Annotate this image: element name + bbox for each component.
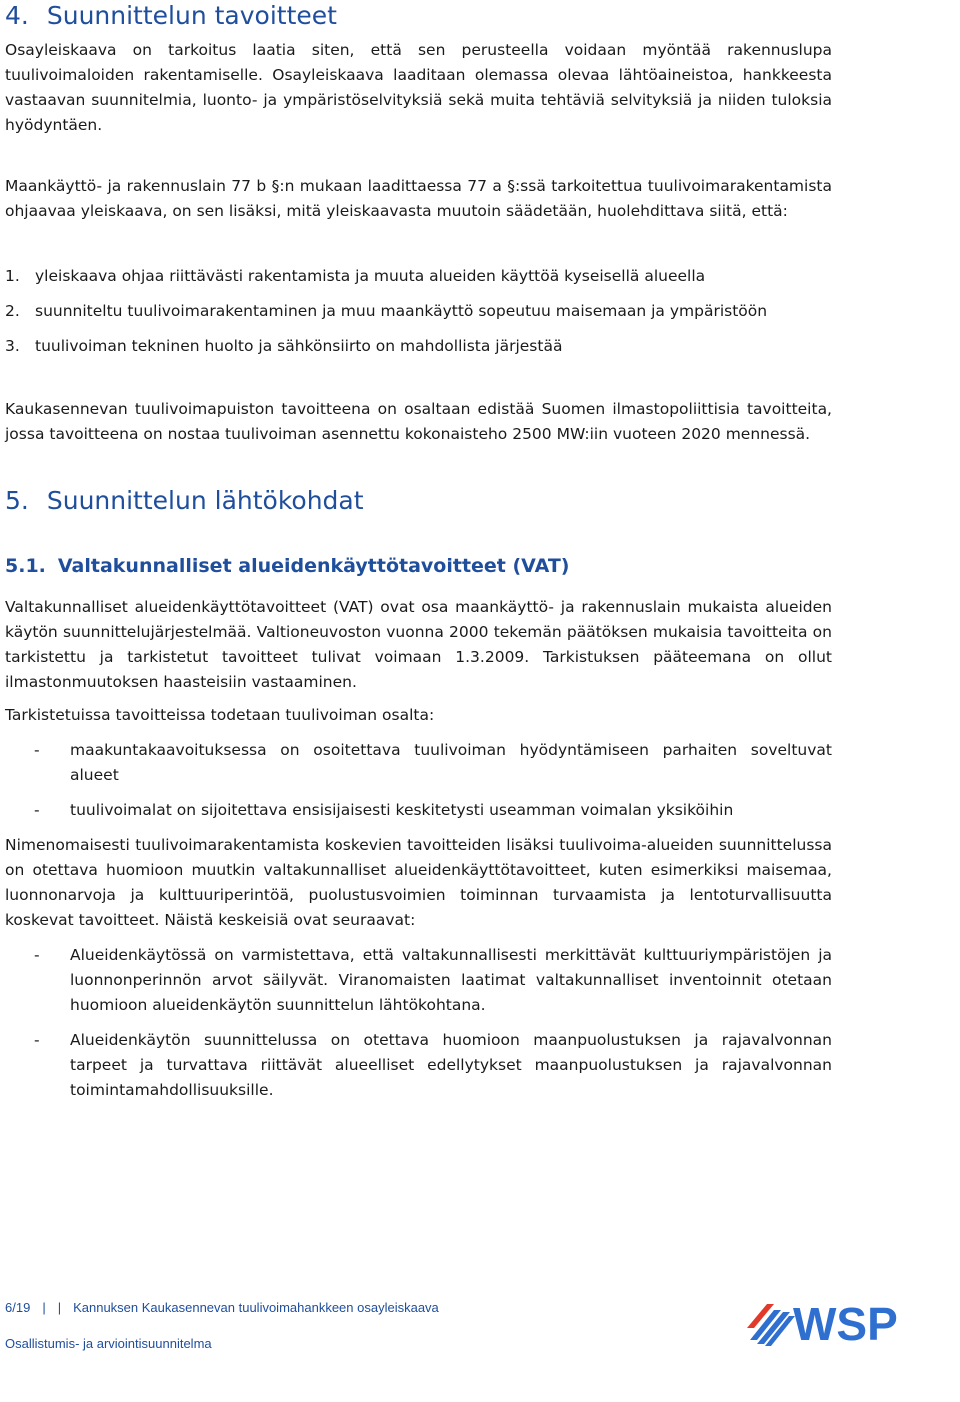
logo-stripes-icon xyxy=(747,1304,795,1346)
list-text: tuulivoimalat on sijoitettava ensisijaisesti keskitetysti useamman voimalan yksiköihin xyxy=(70,801,734,819)
list-dash: - xyxy=(34,801,40,819)
logo-wordmark: WSP xyxy=(793,1298,898,1350)
section-title: Suunnittelun lähtökohdat xyxy=(46,486,364,515)
list-text: maakuntakaavoituksessa on osoitettava tuulivoiman hyödyntämiseen parhaiten soveltuvat alueet xyxy=(70,741,832,784)
paragraph: Nimenomaisesti tuulivoimarakentamista koskevien tavoitteiden lisäksi tuulivoima-alueiden suunnittelussa on otettava huomioon muutkin valtakunnalliset alueidenkäyttötavoitteet, kuten esimerkiksi maisemaa, luonnonarvoja ja kulttuuriperintöä, puolustusvoimien toiminnan turvaamista ja lentoturvallisuutta koskevat tavoitteet. Näistä keskeisiä ovat seuraavat: xyxy=(5,836,832,929)
list-item xyxy=(5,264,832,289)
section-4-heading xyxy=(5,0,832,32)
section-title: Suunnittelun tavoitteet xyxy=(46,1,337,30)
list-item xyxy=(5,334,832,359)
section-number: 4. xyxy=(5,1,29,30)
list-number: 1. xyxy=(5,267,20,285)
list-text: yleiskaava ohjaa riittävästi rakentamista ja muuta alueiden käyttöä kyseisellä alueella xyxy=(35,267,706,285)
page-number: 6/19 xyxy=(5,1300,31,1315)
list-item xyxy=(5,1028,832,1103)
footer-line xyxy=(5,1300,439,1315)
paragraph: Valtakunnalliset alueidenkäyttötavoitteet (VAT) ovat osa maankäyttö- ja rakennuslain mukaista alueiden käytön suunnittelujärjestelmää. Valtioneuvoston vuonna 2000 tekemän päätöksen mukaisia tavoitteita on tarkistettu ja tarkistetut tavoitteet tulivat voimaan 1.3.2009. Tarkistuksen pääteemana on ollut ilmastonmuutoksen haasteisiin vastaaminen. xyxy=(5,598,832,691)
list-text: Alueidenkäytössä on varmistettava, että valtakunnallisesti merkittävät kulttuuriympäristöjen ja luonnonperinnön arvot säilyvät. Viranomaisten laatimat valtakunnalliset inventoinnit otetaan huomioon alueidenkäytön suunnittelun lähtökohtana. xyxy=(70,946,832,1014)
paragraph: Osayleiskaava on tarkoitus laatia siten, että sen perusteella voidaan myöntää rakennuslupa tuulivoimaloiden rakentamiselle. Osayleiskaava laaditaan olemassa olevaa lähtöaineistoa, hankkeesta vastaavan suunnitelmia, luonto- ja ympäristöselvityksiä sekä muita tehtäviä selvityksiä ja niiden tuloksia hyödyntäen. xyxy=(5,41,832,134)
section-number: 5. xyxy=(5,486,29,515)
list-number: 2. xyxy=(5,302,20,320)
document-page xyxy=(5,0,832,1113)
footer-separator: | xyxy=(57,1300,62,1315)
paragraph: Kaukasennevan tuulivoimapuiston tavoitteena on osaltaan edistää Suomen ilmastopoliittisia tavoitteita, jossa tavoitteena on nostaa tuulivoiman asennettu kokonaisteho 2500 MW:iin vuoteen 2020 mennessä. xyxy=(5,400,832,443)
section-5-heading xyxy=(5,485,832,517)
list-item xyxy=(5,943,832,1018)
list-text: suunniteltu tuulivoimarakentaminen ja muu maankäyttö sopeutuu maisemaan ja ympäristöön xyxy=(35,302,768,320)
list-text: tuulivoiman tekninen huolto ja sähkönsiirto on mahdollista järjestää xyxy=(35,337,563,355)
list-item xyxy=(5,738,832,788)
section-title: Valtakunnalliset alueidenkäyttötavoitteet (VAT) xyxy=(57,555,570,577)
list-item xyxy=(5,299,832,324)
section-number: 5.1. xyxy=(5,555,46,577)
dash-list xyxy=(5,738,832,823)
list-text: Alueidenkäytön suunnittelussa on otettava huomioon maanpuolustuksen ja rajavalvonnan tarpeet ja turvattava riittävät alueelliset edellytykset maanpuolustuksen ja rajavalvonnan toimintamahdollisuuksille. xyxy=(70,1031,832,1099)
list-dash: - xyxy=(34,1031,40,1049)
list-item xyxy=(5,798,832,823)
list-number: 3. xyxy=(5,337,20,355)
list-dash: - xyxy=(34,946,40,964)
dash-list xyxy=(5,943,832,1103)
footer-document-title: Kannuksen Kaukasennevan tuulivoimahankkeen osayleiskaava xyxy=(73,1300,439,1315)
paragraph: Tarkistetuissa tavoitteissa todetaan tuulivoiman osalta: xyxy=(5,706,435,724)
numbered-list xyxy=(5,264,832,359)
paragraph: Maankäyttö- ja rakennuslain 77 b §:n mukaan laadittaessa 77 a §:ssä tarkoitettua tuulivoimarakentamista ohjaavaa yleiskaava, on sen lisäksi, mitä yleiskaavasta muutoin säädetään, huolehdittava siitä, että: xyxy=(5,177,832,220)
list-dash: - xyxy=(34,741,40,759)
footer-subtitle: Osallistumis- ja arviointisuunnitelma xyxy=(5,1336,212,1351)
footer-separator: | xyxy=(42,1300,46,1315)
wsp-logo xyxy=(747,1290,917,1350)
section-5-1-heading xyxy=(5,553,832,579)
